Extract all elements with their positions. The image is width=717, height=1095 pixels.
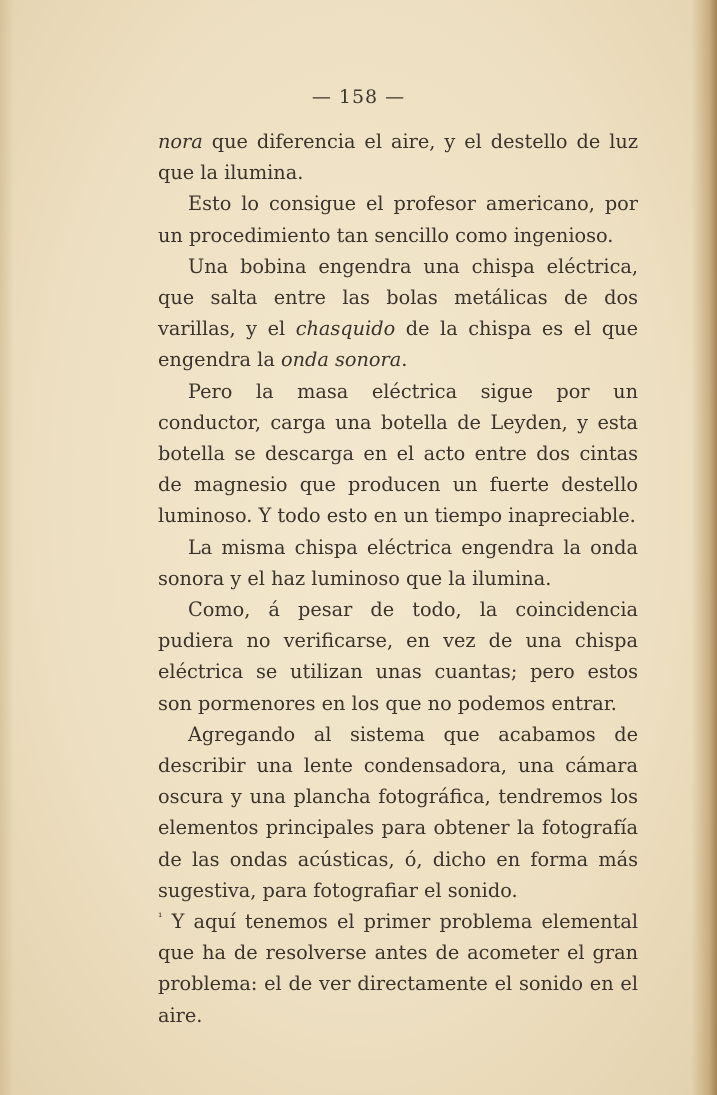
body-text [158, 126, 638, 1031]
paragraph-5 [158, 532, 638, 594]
paragraph-7 [158, 719, 638, 906]
page-left-edge [0, 0, 14, 1095]
paragraph-text: Esto lo consigue el profesor americano, por un procedimiento tan sencillo como ingenioso. [158, 192, 638, 247]
paragraph-text: Pero la masa eléctrica sigue por un conductor, carga una botella de Leyden, y esta botella se descarga en el acto entre dos cintas de magnesio que producen un fuerte destello luminoso. Y todo esto en un tiempo inapreciable. [158, 379, 638, 528]
paragraph-1 [158, 126, 638, 188]
paragraph-6 [158, 594, 638, 719]
paragraph-text: . [401, 348, 408, 372]
paragraph-text: Y aquí tenemos el primer problema elemental que ha de resolverse antes de acometer el gran problema: el de ver directamente el sonido en el aire. [158, 910, 638, 1027]
page-number: — 158 — [311, 86, 406, 108]
italic-word: nora [158, 130, 203, 153]
paragraph-text: Agregando al sistema que acabamos de describir una lente condensadora, una cámara oscura y una plancha fotográfica, tendremos los elementos principales para obtener la fotografía de las ondas acústicas, ó, dicho en forma más sugestiva, para fotografiar el sonido. [158, 722, 638, 902]
paragraph-text: Como, á pesar de todo, la coincidencia pudiera no verificarse, en vez de una chispa eléctrica se utilizan unas cuantas; pero estos son pormenores en los que no podemos entrar. [158, 598, 638, 715]
paragraph-2 [158, 188, 638, 250]
italic-word: onda sonora [280, 348, 402, 372]
paragraph-3 [158, 251, 638, 376]
paragraph-8 [158, 906, 638, 1031]
paragraph-text: que diferencia el aire, y el destello de luz que la ilumina. [158, 130, 638, 185]
italic-word: chasquido [295, 317, 396, 341]
paragraph-text: de la chispa es el que engendra la [158, 317, 638, 372]
paragraph-text: Una bobina engendra una chispa eléctrica, que salta entre las bolas metálicas de dos varillas, y el [158, 254, 638, 341]
footnote-mark: ¹ [158, 910, 163, 924]
paragraph-4 [158, 376, 638, 532]
paragraph-text: La misma chispa eléctrica engendra la onda sonora y el haz luminoso que la ilumina. [158, 535, 638, 590]
page-right-edge [691, 0, 717, 1095]
